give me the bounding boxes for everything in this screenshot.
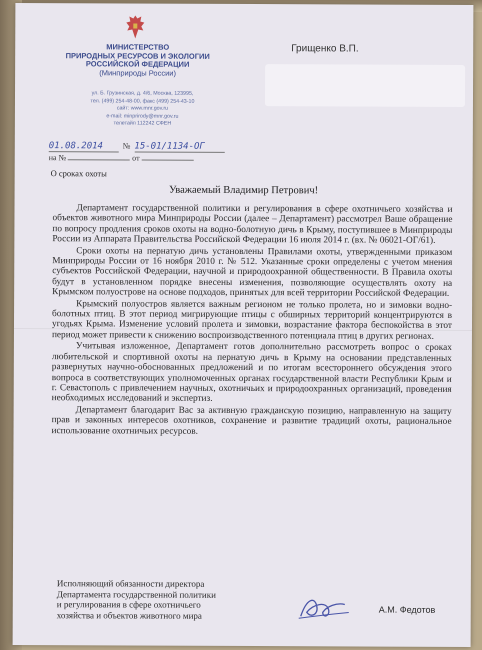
reference-date-blank xyxy=(142,160,194,161)
reference-number-label: на № xyxy=(48,153,67,163)
paragraph: Департамент государственной политики и регулирования в сфере охотничьего хозяйства и объектов животного мира Минприроды России (далее – Департамент) рассмотрел Ваше обращение по вопросу продления сроков охоты на водно-болотную дичь в Крыму, поступившее в Минприроды России из Аппарата Правительства Российской Федерации 16 июля 2014 г. (вх. № 06021-ОГ/61). xyxy=(52,203,453,247)
signatory-title-line: хозяйства и объектов животного мира xyxy=(56,609,202,621)
signatory-title-line: и регулирования в сфере охотничьего xyxy=(56,599,201,610)
ministry-short-name: (Минприроды России) xyxy=(99,67,176,78)
registration-number: 15-01/1134-ОГ xyxy=(134,142,224,153)
email: e-mail: minprirody@mnr.gov.ru xyxy=(106,113,179,120)
paragraph: Учитывая изложенное, Департамент готов дополнительно рассмотреть вопрос о сроках любительской и спортивной охоты на пернатую дичь в Крыму на основании представленных развернутых научно-обоснованных предложений и по итогам всестороннего обсуждения этого вопроса в соответствующих уполномоченных органах государственной власти Республики Крым и г. Севастополь с привлечением научных, охотничьих и природоохранных организаций, проведения необходимых исследований и экспертиз. xyxy=(51,341,452,405)
ministry-name xyxy=(55,43,220,78)
greeting: Уважаемый Владимир Петрович! xyxy=(169,184,319,197)
signatory-title-line: Исполняющий обязанности директора xyxy=(56,578,205,589)
recipient-name: Грищенко В.П. xyxy=(291,43,359,55)
teletype: телетайп 112242 СФЕН xyxy=(113,120,172,128)
redacted-address-area xyxy=(265,64,465,107)
address: ул. Б. Грузинская, д. 4/6, Москва, 123995, xyxy=(91,90,194,97)
paragraph: Крымский полуостров является важным регионом не только пролета, но и зимовки водно-болотных птиц. В этот период мигрирующие птицы с обширных территорий концентрируются в угодьях Крыма. Изменение условий пролета и зимовки, возрастание фактора беспокойства в этот период может привести к снижению воспроизводственного потенциала птиц в других регионах. xyxy=(51,298,453,342)
reference-line xyxy=(49,153,239,163)
letter-body xyxy=(52,203,453,439)
paragraph: Департамент благодарит Вас за активную гражданскую позицию, направленную на защиту прав и законных интересов охотников, сохранение и развитие традиций охоты, рациональное использование охотничьих ресурсов. xyxy=(51,404,452,437)
registration-line: 01.08.2014 № 15-01/1134-ОГ xyxy=(49,141,239,153)
reference-date-label: от xyxy=(132,153,140,163)
ministry-line-2: ПРИРОДНЫХ РЕСУРСОВ И ЭКОЛОГИИ xyxy=(65,50,210,61)
handwritten-signature xyxy=(293,592,353,624)
letter-subject: О сроках охоты xyxy=(50,168,107,179)
coat-of-arms-icon xyxy=(124,13,146,39)
ministry-contacts xyxy=(55,90,230,129)
reference-number-blank xyxy=(68,159,130,160)
paragraph: Сроки охоты на пернатую дичь установлены Правилами охоты, утвержденными приказом Минприроды России от 16 ноября 2010 г. № 512. Указанные сроки определены с учетом мнения субъектов Российской Федерации, научной и природоохранной общественности. В Правила охоты будут в установленном порядке внесены изменения, позволяющие осуществлять охоту на Крымском полуострове на основе подходов, принятых для всей территории Российской Федерации. xyxy=(52,245,453,300)
registration-date: 01.08.2014 xyxy=(49,141,119,152)
website: сайт: www.mnr.gov.ru xyxy=(116,105,169,112)
ministry-line-3: РОССИЙСКОЙ ФЕДЕРАЦИИ xyxy=(85,59,190,69)
ministry-line-1: МИНИСТЕРСТВО xyxy=(106,42,170,52)
signatory-title-line: Департамента государственной политики xyxy=(56,588,216,600)
signatory-name: А.М. Федотов xyxy=(378,604,436,615)
signatory-title xyxy=(57,578,216,621)
letter-sheet xyxy=(13,3,474,647)
phone: тел. (499) 254-48-00, факс (499) 254-43-10 xyxy=(90,97,195,105)
